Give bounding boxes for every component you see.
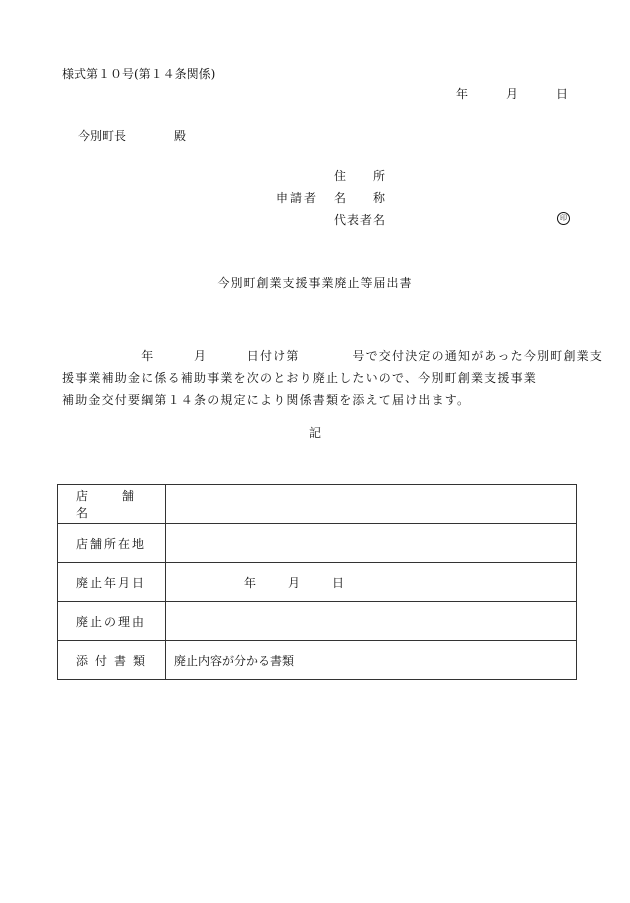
body-line: 援事業補助金に係る補助事業を次のとおり廃止したいので、今別町創業支援事業 (62, 371, 537, 385)
date-day-label: 日 (556, 87, 569, 101)
body-line: 補助金交付要綱第１４条の規定により関係書類を添えて届け出ます。 (62, 393, 471, 407)
submission-date (0, 86, 630, 102)
table-row (58, 524, 577, 563)
seal-mark: 印 (557, 212, 570, 225)
table-label-closure-date (58, 563, 166, 602)
closure-date-label: 廃止年月日 (76, 575, 147, 590)
addressee-suffix: 殿 (174, 129, 187, 143)
store-location-field[interactable] (166, 524, 577, 563)
applicant-name-label: 名 称 (334, 191, 387, 205)
closure-date-year: 年 (244, 576, 257, 590)
attachments-field[interactable]: 廃止内容が分かる書類 (166, 641, 577, 680)
store-location-label: 店舗所在地 (76, 536, 147, 551)
table-label-attachments (58, 641, 166, 680)
closure-date-month: 月 (288, 576, 301, 590)
applicant-name-row (334, 190, 386, 206)
table-label-store-name (58, 485, 169, 524)
closure-reason-label: 廃止の理由 (76, 614, 147, 629)
applicant-address-label: 住 所 (334, 169, 387, 183)
table-row (58, 641, 577, 680)
table-row (58, 563, 577, 602)
form-number: 様式第１０号(第１４条関係) (62, 67, 216, 81)
table-label-store-location (58, 524, 166, 563)
body-line: 年 月 日付け第 号で交付決定の通知があった今別町創業支 (62, 349, 604, 363)
addressee (78, 128, 187, 144)
store-name-field[interactable] (166, 485, 577, 524)
applicant-representative-row (334, 212, 386, 228)
closure-date-parts (174, 574, 576, 590)
date-month-label: 月 (506, 87, 519, 101)
store-name-label: 店 舗 名 (76, 489, 169, 520)
date-year-label: 年 (456, 87, 469, 101)
applicant-label: 申請者 (276, 191, 319, 205)
ki-heading: 記 (308, 426, 321, 440)
table-label-closure-reason (58, 602, 166, 641)
table-row (58, 602, 577, 641)
details-table (57, 484, 577, 680)
body-paragraph (62, 345, 604, 411)
attachments-label: 添付書類 (76, 653, 153, 668)
document-title: 今別町創業支援事業廃止等届出書 (217, 276, 413, 290)
applicant-representative-label: 代表者名 (334, 213, 387, 227)
addressee-name: 今別町長 (78, 129, 127, 143)
applicant-address-row (334, 168, 386, 184)
closure-date-day: 日 (332, 576, 345, 590)
table-row (58, 485, 577, 524)
closure-reason-field[interactable] (166, 602, 577, 641)
closure-date-field[interactable] (166, 563, 577, 602)
